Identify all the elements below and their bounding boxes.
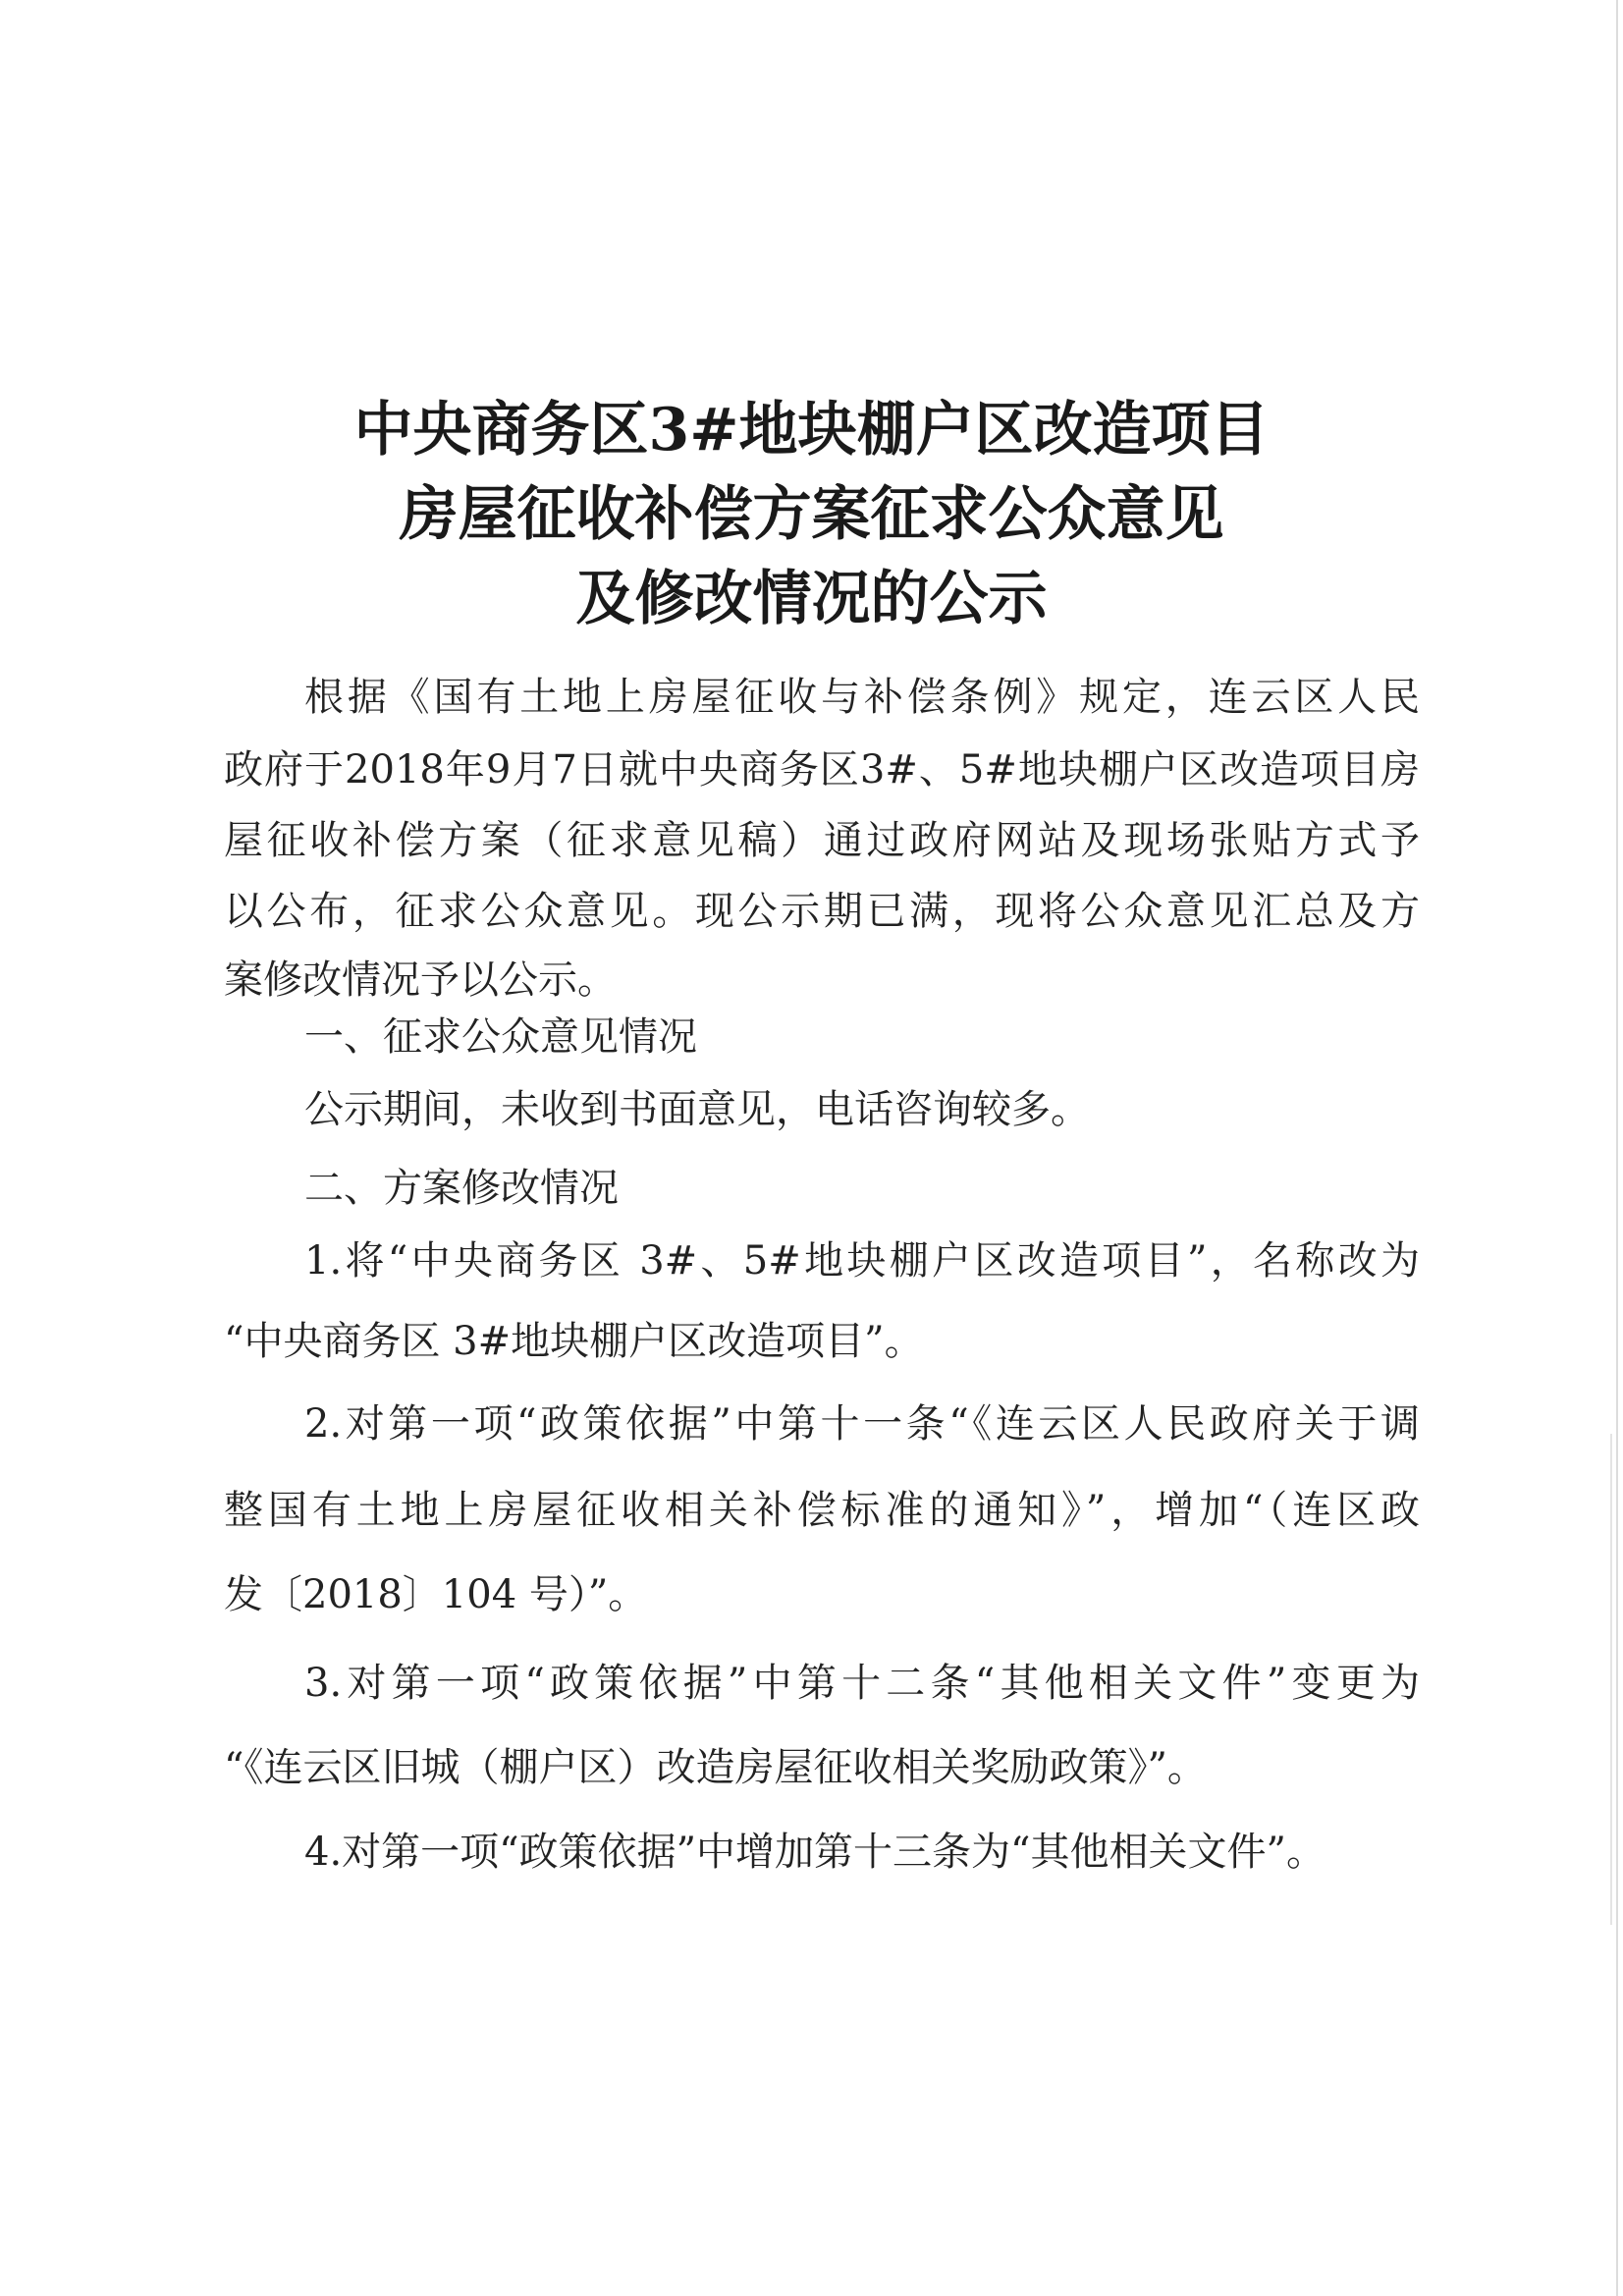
item-1-line-1: 1.将“中央商务区 3#、5#地块棚户区改造项目”，名称改为 bbox=[304, 1238, 1420, 1284]
paragraph-1-line-4: 以公布，征求公众意见。现公示期已满，现将公众意见汇总及方 bbox=[224, 889, 1420, 934]
item-4-text: 4.对第一项“政策依据”中增加第十三条为“其他相关文件”。 bbox=[304, 1830, 1325, 1875]
title-line-2: 房屋征收补偿方案征求公众意见 bbox=[399, 480, 1224, 549]
paragraph-1-line-1: 根据《国有土地上房屋征收与补偿条例》规定，连云区人民 bbox=[304, 675, 1420, 720]
paragraph-1-line-2: 政府于2018年9月7日就中央商务区3#、5#地块棚户区改造项目房 bbox=[224, 747, 1420, 793]
title-line-3: 及修改情况的公示 bbox=[575, 565, 1048, 633]
item-2-line-2: 整国有土地上房屋征收相关补偿标准的通知》”，增加“（连区政 bbox=[224, 1488, 1420, 1533]
paragraph-1-line-5: 案修改情况予以公示。 bbox=[224, 957, 617, 1003]
item-3-line-1: 3.对第一项“政策依据”中第十二条“其他相关文件”变更为 bbox=[304, 1661, 1420, 1706]
item-2-line-3: 发〔2018〕104 号）”。 bbox=[224, 1572, 648, 1617]
document-title bbox=[196, 388, 1427, 641]
section-1-heading: 一、征求公众意见情况 bbox=[304, 1014, 697, 1060]
scan-edge-mark bbox=[1616, 0, 1618, 2296]
paragraph-1-line-3: 屋征收补偿方案（征求意见稿）通过政府网站及现场张贴方式予 bbox=[224, 818, 1420, 863]
title-line-1: 中央商务区3#地块棚户区改造项目 bbox=[353, 396, 1270, 465]
item-2-line-1: 2.对第一项“政策依据”中第十一条“《连云区人民政府关于调 bbox=[304, 1401, 1420, 1447]
item-3-line-2: “《连云区旧城（棚户区）改造房屋征收相关奖励政策》”。 bbox=[224, 1745, 1207, 1790]
scan-edge-mark-2 bbox=[1610, 1434, 1612, 1925]
item-1-line-2: “中央商务区 3#地块棚户区改造项目”。 bbox=[224, 1319, 924, 1364]
section-1-text: 公示期间，未收到书面意见，电话咨询较多。 bbox=[304, 1087, 1090, 1132]
section-2-heading: 二、方案修改情况 bbox=[304, 1166, 619, 1211]
